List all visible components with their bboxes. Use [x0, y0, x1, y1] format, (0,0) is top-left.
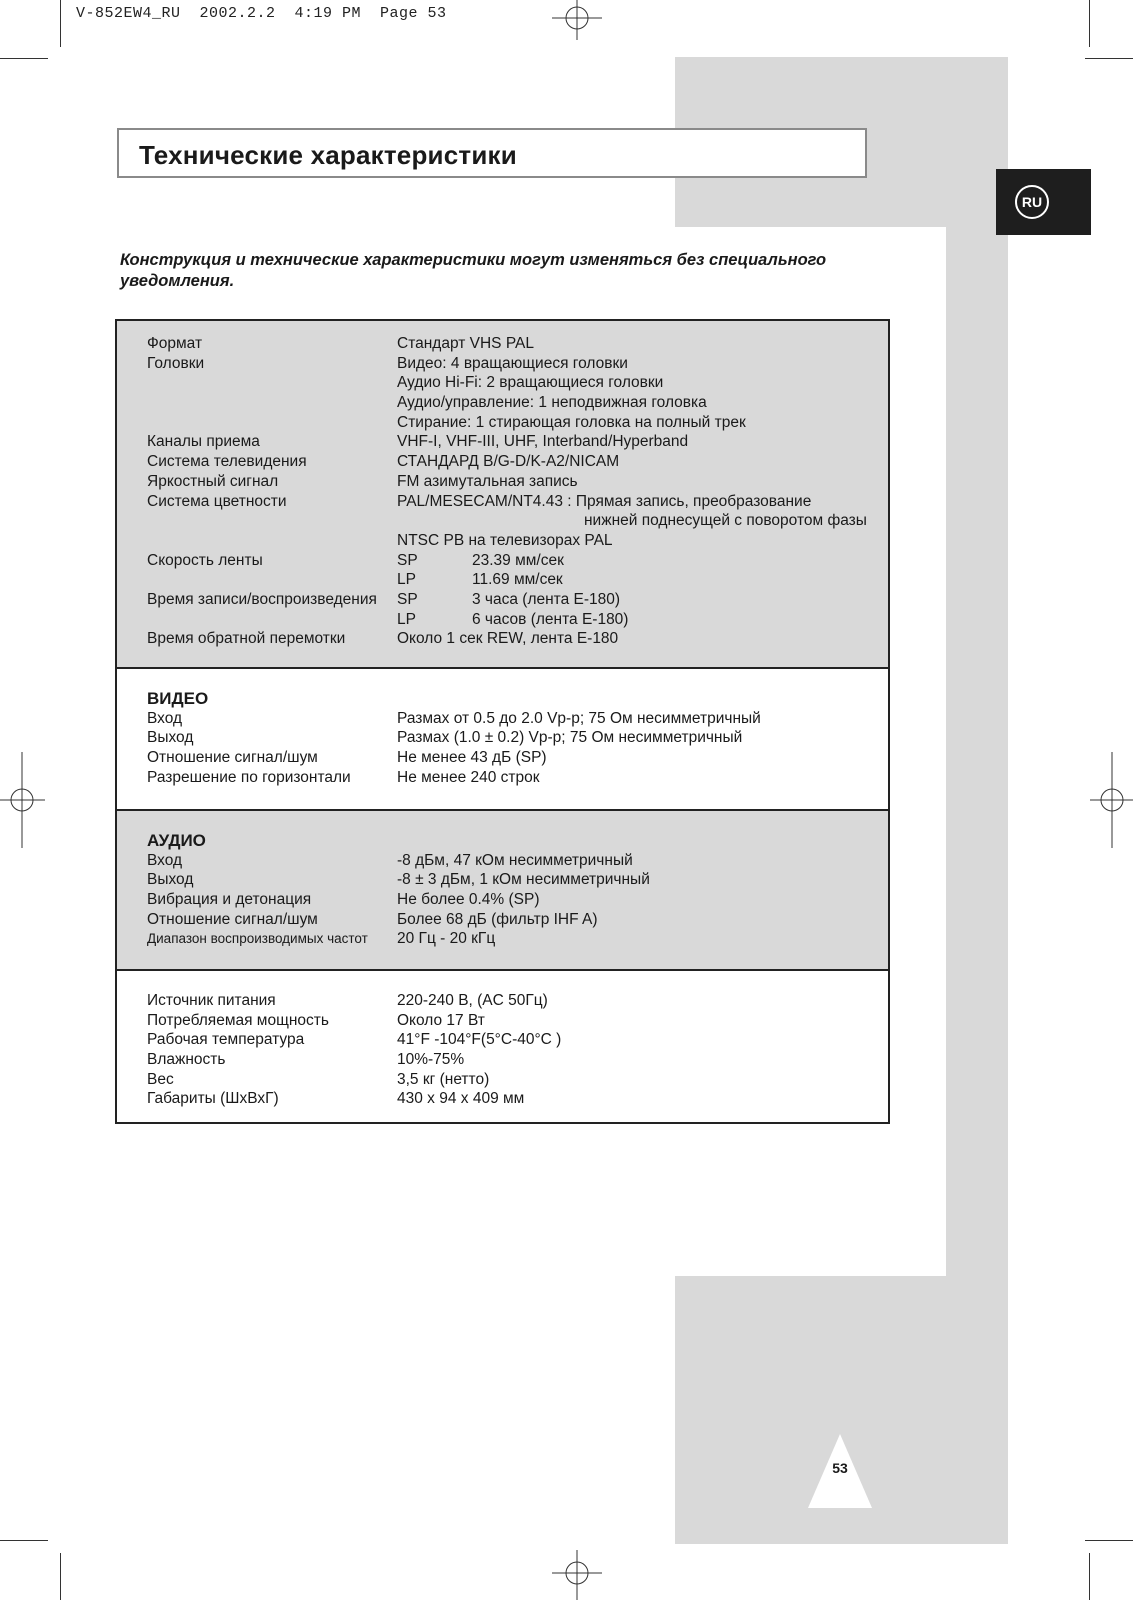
- spec-value: Около 17 Вт: [397, 1011, 485, 1029]
- spec-label: Габариты (ШхВхГ): [147, 1090, 279, 1108]
- spec-value: нижней поднесущей с поворотом фазы: [584, 512, 867, 530]
- print-header: V-852EW4_RU 2002.2.2 4:19 PM Page 53: [76, 5, 447, 22]
- spec-row: [147, 929, 496, 949]
- section-title: ВИДЕО: [147, 689, 209, 708]
- spec-mode: SP: [397, 551, 418, 569]
- spec-value: Более 68 дБ (фильтр IHF A): [397, 910, 598, 928]
- spec-value: Видео: 4 вращающиеся головки: [397, 354, 628, 372]
- spec-row: [147, 910, 598, 930]
- spec-value: 3 часа (лента E-180): [472, 590, 621, 608]
- spec-value: NTSC PB на телевизорах PAL: [397, 531, 613, 549]
- spec-value: Аудио Hi-Fi: 2 вращающиеся головки: [397, 374, 664, 392]
- spec-value: Стирание: 1 стирающая головка на полный трек: [397, 413, 746, 431]
- spec-label: Источник питания: [147, 992, 276, 1009]
- spec-value: 23.39 мм/сек: [472, 551, 564, 569]
- spec-value: Размах от 0.5 до 2.0 Vp-p; 75 Ом несимметричный: [397, 709, 761, 727]
- crop-mark: [1089, 1553, 1090, 1600]
- registration-mark-icon: [552, 1550, 602, 1600]
- spec-value: FM азимутальная запись: [397, 472, 578, 490]
- spec-label: Разрешение по горизонтали: [147, 768, 351, 786]
- spec-row: [147, 870, 650, 890]
- spec-label: Отношение сигнал/шум: [147, 749, 318, 767]
- crop-mark: [1085, 58, 1133, 59]
- spec-value: СТАНДАРД B/G-D/K-A2/NICAM: [397, 453, 620, 471]
- spec-row: [147, 851, 633, 871]
- spec-value: 20 Гц - 20 кГц: [397, 930, 496, 948]
- spec-value: Не более 0.4% (SP): [397, 891, 540, 909]
- spec-row: [147, 748, 547, 768]
- spec-label: Диапазон воспроизводимых частот: [147, 931, 368, 947]
- spec-section-general: [117, 321, 888, 667]
- registration-mark-icon: [1090, 752, 1133, 848]
- spec-label: Формат: [147, 335, 203, 352]
- spec-value: 6 часов (лента E-180): [472, 610, 629, 628]
- spec-label: Вибрация и детонация: [147, 891, 312, 909]
- crop-mark: [0, 58, 48, 59]
- registration-mark-icon: [0, 752, 45, 848]
- spec-label: Рабочая температура: [147, 1031, 305, 1049]
- spec-mode: LP: [397, 610, 416, 628]
- spec-value: -8 ± 3 дБм, 1 кОм несимметричный: [397, 871, 650, 889]
- title-box: [117, 128, 867, 178]
- spec-mode: LP: [397, 571, 416, 589]
- spec-label: Система цветности: [147, 492, 287, 510]
- spec-value: Размах (1.0 ± 0.2) Vp-p; 75 Ом несимметричный: [397, 729, 743, 747]
- spec-label: Выход: [147, 729, 194, 747]
- spec-label: Вход: [147, 709, 183, 727]
- section-title: АУДИО: [147, 831, 206, 850]
- page-number: 53: [832, 1460, 848, 1476]
- spec-value: -8 дБм, 47 кОм несимметричный: [397, 851, 633, 869]
- spec-section-power: [117, 971, 888, 1122]
- spec-label: Головки: [147, 354, 205, 372]
- spec-value: PAL/MESECAM/NT4.43 : Прямая запись, преобразование: [397, 492, 812, 510]
- registration-mark-icon: [552, 0, 602, 40]
- spec-value: Не менее 240 строк: [397, 768, 540, 786]
- spec-label: Время записи/воспроизведения: [147, 590, 377, 608]
- spec-mode: SP: [397, 590, 418, 608]
- spec-row: [147, 768, 540, 788]
- spec-value: 41°F -104°F(5°C-40°C ): [397, 1031, 562, 1049]
- spec-section-video: [117, 669, 888, 809]
- crop-mark: [60, 1553, 61, 1600]
- spec-value: 3,5 кг (нетто): [397, 1070, 490, 1088]
- spec-value: 430 x 94 x 409 мм: [397, 1090, 525, 1108]
- crop-mark: [1085, 1540, 1133, 1541]
- crop-mark: [1089, 0, 1090, 47]
- spec-value: 220-240 В, (AC 50Гц): [397, 992, 548, 1009]
- spec-value: Стандарт VHS PAL: [397, 335, 534, 352]
- language-tab: [996, 169, 1091, 235]
- notice-text: Конструкция и технические характеристики могут изменяться без специального уведомления.: [120, 251, 827, 290]
- page-title: Технические характеристики: [139, 140, 517, 170]
- spec-value: Около 1 сек REW, лента E-180: [397, 630, 619, 648]
- spec-label: Влажность: [147, 1051, 226, 1069]
- spec-row: [147, 709, 761, 729]
- spec-row: [147, 890, 540, 910]
- spec-label: Отношение сигнал/шум: [147, 910, 318, 928]
- spec-value: VHF-I, VHF-III, UHF, Interband/Hyperband: [397, 433, 689, 451]
- crop-mark: [0, 1540, 48, 1541]
- spec-label: Вес: [147, 1070, 174, 1088]
- language-badge: RU: [1015, 185, 1049, 219]
- spec-label: Система телевидения: [147, 453, 307, 471]
- spec-table: [115, 319, 890, 1124]
- spec-row: [147, 728, 743, 748]
- spec-label: Выход: [147, 871, 194, 889]
- spec-label: Скорость ленты: [147, 551, 263, 569]
- spec-label: Каналы приема: [147, 433, 260, 451]
- spec-label: Яркостный сигнал: [147, 472, 279, 490]
- spec-value: 10%-75%: [397, 1051, 465, 1069]
- spec-label: Время обратной перемотки: [147, 630, 346, 648]
- spec-value: 11.69 мм/сек: [472, 571, 563, 589]
- spec-label: Вход: [147, 851, 183, 869]
- spec-value: Аудио/управление: 1 неподвижная головка: [397, 394, 707, 412]
- spec-value: Не менее 43 дБ (SP): [397, 749, 547, 767]
- spec-label: Потребляемая мощность: [147, 1011, 329, 1029]
- spec-section-audio: [117, 811, 888, 969]
- crop-mark: [60, 0, 61, 47]
